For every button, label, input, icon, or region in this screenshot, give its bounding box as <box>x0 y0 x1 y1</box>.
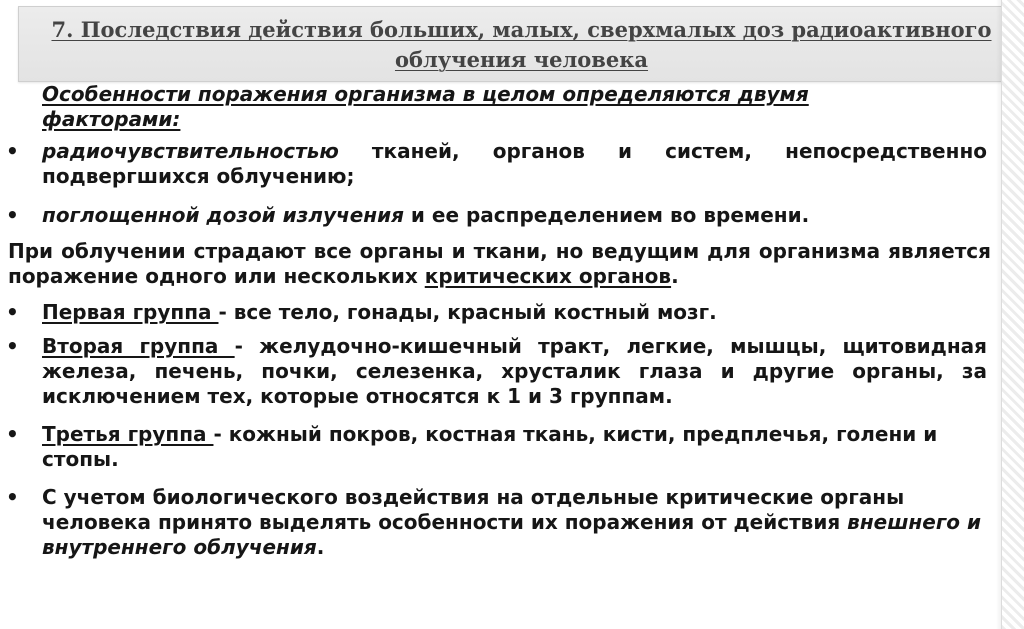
title-box <box>18 6 1024 82</box>
group1-text: - все тело, гонады, красный костный мозг. <box>218 300 717 324</box>
final-paragraph <box>42 485 992 560</box>
title-line-1: 7. Последствия действия больших, малых, сверхмалых доз радиоактивного <box>51 17 992 42</box>
para-underlined: критических органов <box>424 264 672 288</box>
slide-title <box>19 15 1024 75</box>
final-end: . <box>316 535 325 559</box>
title-line-2: облучения человека <box>394 47 649 72</box>
bullet-marker: • <box>6 485 19 509</box>
bullet-marker: • <box>6 300 19 324</box>
bullet-absorbed-dose <box>42 203 987 228</box>
group2-label: Вторая группа <box>42 334 235 358</box>
group3-text: - кожный покров, костная ткань, кисти, предплечья, голени и стопы. <box>42 422 938 471</box>
group1-label: Первая группа <box>42 300 219 324</box>
group2-text: - желудочно-кишечный тракт, легкие, мышцы, щитовидная железа, печень, почки, селезенка, хрусталик глаза и другие органы, за исключением тех, которые относятся к 1 и 3 группам. <box>42 334 987 408</box>
bullet-marker: • <box>6 422 19 446</box>
intro-text: Особенности поражения организма в целом определяются двумя факторами: <box>42 82 809 131</box>
final-text: С учетом биологического воздействия на отдельные критические органы человека принято выделять особенности их поражения от действия <box>42 485 905 534</box>
bullet1-text: тканей, органов и систем, непосредственно подвергшихся облучению; <box>42 139 987 188</box>
group-third <box>42 422 977 472</box>
bullet-marker: • <box>6 334 19 358</box>
bullet-marker: • <box>6 139 19 163</box>
bullet2-italic: поглощенной дозой излучения <box>42 203 404 227</box>
bullet1-italic: радиочувствительностью <box>42 139 339 163</box>
group3-label: Третья группа <box>42 422 214 446</box>
bullet2-text: и ее распределением во времени. <box>403 203 810 227</box>
bullet-radiosensitivity <box>42 139 987 189</box>
decorative-border-pattern <box>1001 0 1024 629</box>
para-end: . <box>671 264 679 288</box>
group-first <box>42 300 987 325</box>
para-text: При облучении страдают все органы и ткани, но ведущим для организма является поражение одного или нескольких <box>8 239 991 288</box>
final-italic: внешнего и внутреннего облучения <box>42 510 981 559</box>
group-second <box>42 334 987 409</box>
bullet-marker: • <box>6 203 19 227</box>
critical-organs-paragraph <box>8 239 991 289</box>
